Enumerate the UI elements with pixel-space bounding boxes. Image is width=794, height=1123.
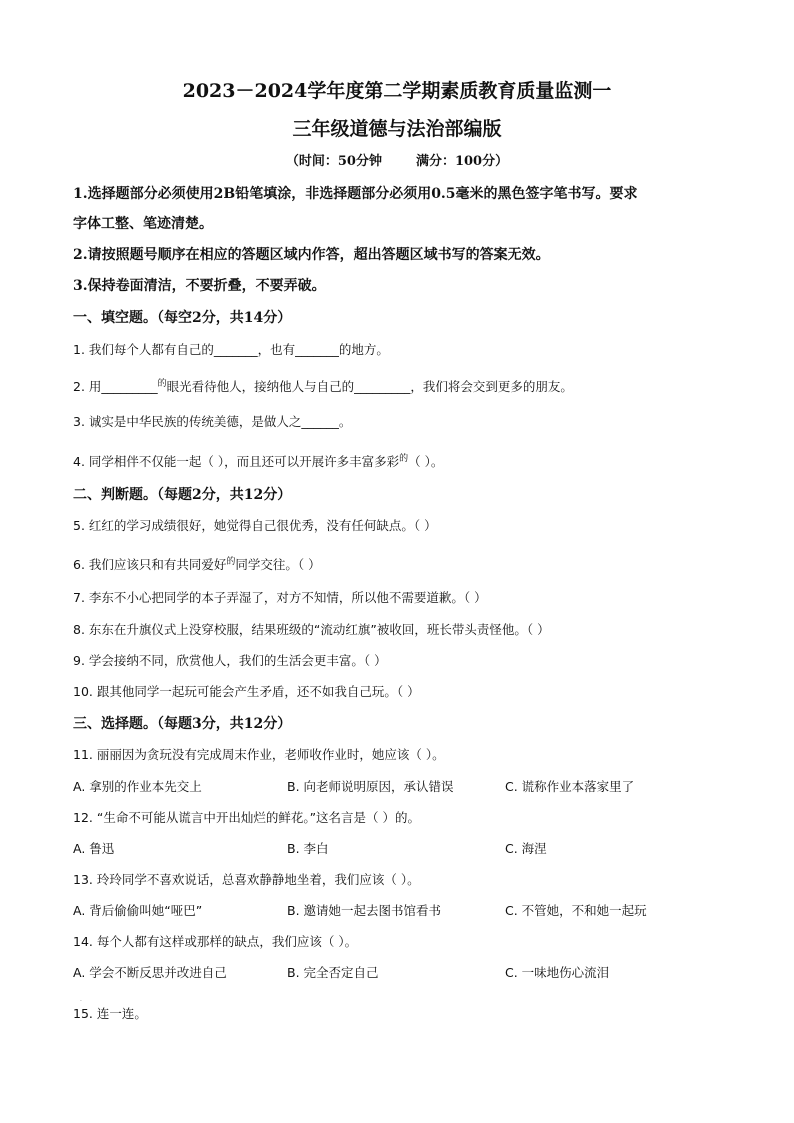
option-b: B. 向老师说明原因，承认错误: [287, 779, 454, 794]
time-label: （时间：50分钟: [285, 154, 382, 169]
instruction-3: 3.保持卷面清洁，不要折叠，不要弄破。: [73, 278, 326, 294]
question-6-mark: 的: [226, 557, 236, 567]
option-b: B. 邀请她一起去图书馆看书: [287, 903, 442, 918]
exam-time-score: [0, 150, 794, 169]
question-9: 9. 学会接纳不同，欣赏他人，我们的生活会更丰富。（ ）: [73, 653, 387, 668]
option-a: A. 鲁迅: [73, 841, 115, 856]
question-14: 14. 每个人都有这样或那样的缺点，我们应该（ ）。: [73, 934, 358, 949]
section-heading: 二、判断题。（每题2分，共12分）: [73, 487, 292, 503]
stray-dot: .: [80, 996, 82, 1003]
question-13: 13. 玲玲同学不喜欢说话，总喜欢静静地坐着，我们应该（ ）。: [73, 872, 420, 887]
question-12: 12. “生命不可能从谎言中开出灿烂的鲜花。”这名言是（ ）的。: [73, 810, 421, 825]
option-c: C. 海涅: [505, 841, 547, 856]
question-4-mark: 的: [399, 454, 409, 464]
question-10: 10. 跟其他同学一起玩可能会产生矛盾，还不如我自己玩。（ ）: [73, 684, 420, 699]
question-2-part-a: 2. 用_________: [73, 379, 158, 395]
question-1: 1. 我们每个人都有自己的_______，也有_______的地方。: [73, 342, 389, 357]
question-4: [73, 451, 443, 470]
option-c: C. 一味地伤心流泪: [505, 965, 610, 980]
option-b: B. 完全否定自己: [287, 965, 379, 980]
option-c: C. 谎称作业本落家里了: [505, 779, 635, 794]
question-6: [73, 554, 321, 573]
instruction-1-cont: 字体工整、笔迹清楚。: [73, 216, 213, 232]
option-a: A. 背后偷偷叫她“哑巴”: [73, 903, 203, 918]
option-b: B. 李白: [287, 841, 329, 856]
question-2: [73, 376, 573, 395]
question-4-part-a: 4. 同学相伴不仅能一起（ ），而且还可以开展许多丰富多彩: [73, 454, 400, 470]
exam-title: 2023－2024学年度第二学期素质教育质量监测一: [182, 80, 612, 102]
question-3: 3. 诚实是中华民族的传统美德，是做人之______。: [73, 414, 352, 429]
question-4-part-b: （ ）。: [408, 454, 444, 470]
option-a: A. 学会不断反思并改进自己: [73, 965, 227, 980]
instruction-1: 1.选择题部分必须使用2B铅笔填涂，非选择题部分必须用0.5毫米的黑色签字笔书写。要求: [73, 186, 638, 202]
question-7: 7. 李东不小心把同学的本子弄湿了，对方不知情，所以他不需要道歉。（ ）: [73, 590, 487, 605]
question-8: 8. 东东在升旗仪式上没穿校服，结果班级的“流动红旗”被收回，班长带头责怪他。（ ）: [73, 622, 550, 637]
section-heading: 一、填空题。（每空2分，共14分）: [73, 310, 292, 326]
instruction-2: 2.请按照题号顺序在相应的答题区域内作答，超出答题区域书写的答案无效。: [73, 247, 550, 263]
exam-subtitle: 三年级道德与法治部编版: [292, 118, 502, 140]
option-c: C. 不管她，不和她一起玩: [505, 903, 647, 918]
question-2-mark: 的: [157, 379, 167, 389]
section-heading: 三、选择题。（每题3分，共12分）: [73, 716, 292, 732]
question-5: 5. 红红的学习成绩很好，她觉得自己很优秀，没有任何缺点。（ ）: [73, 518, 437, 533]
question-2-part-b: 眼光看待他人，接纳他人与自己的_________，我们将会交到更多的朋友。: [166, 379, 573, 395]
option-a: A. 拿别的作业本先交上: [73, 779, 202, 794]
question-6-part-b: 同学交往。（ ）: [235, 557, 321, 573]
score-label: 满分：100分）: [415, 154, 509, 169]
question-6-part-a: 6. 我们应该只和有共同爱好: [73, 557, 227, 573]
question-11: 11. 丽丽因为贪玩没有完成周末作业，老师收作业时，她应该（ ）。: [73, 747, 445, 762]
question-15: 15. 连一连。: [73, 1006, 147, 1021]
